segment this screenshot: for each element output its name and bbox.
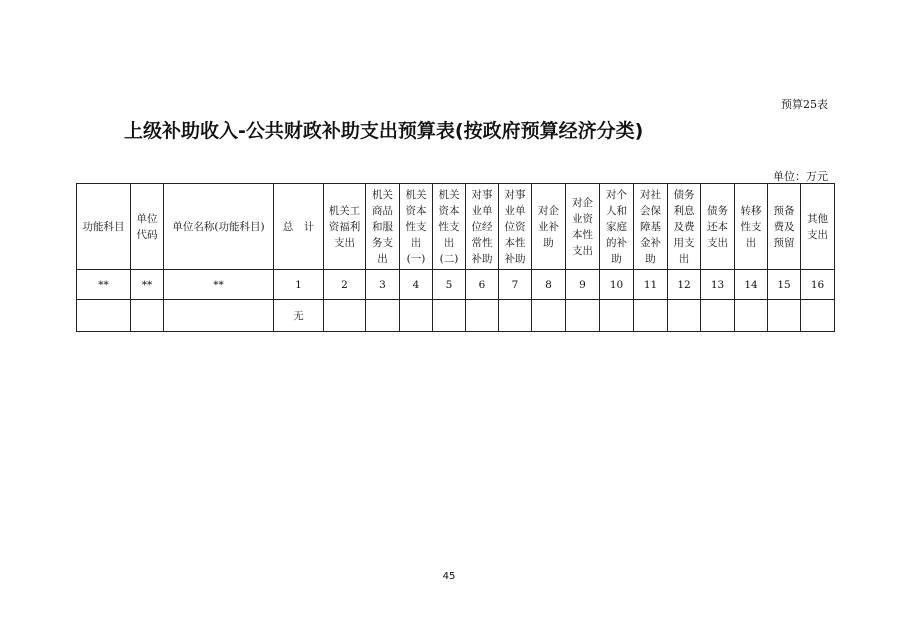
column-header: 对企 业资 本性 支出 [566,184,600,270]
column-number-row [77,270,835,300]
table-cell: 5 [433,270,466,300]
table-cell: 15 [768,270,801,300]
column-header: 对事 业单 位资 本性 补助 [499,184,532,270]
table-code-label: 预算25表 [781,98,828,111]
column-header: 机关 资本 性支 出 (一) [400,184,433,270]
document-title: 上级补助收入-公共财政补助支出预算表(按政府预算经济分类) [124,120,644,142]
column-header: 转移 性支 出 [735,184,768,270]
table-cell: 1 [274,270,324,300]
table-cell [566,300,600,332]
table-cell [366,300,400,332]
table-cell: 12 [668,270,701,300]
table-cell [701,300,735,332]
column-header: 对社 会保 障基 金补 助 [634,184,668,270]
table-cell [801,300,835,332]
table-cell [433,300,466,332]
table-cell [532,300,566,332]
table-cell: ** [164,270,274,300]
table-cell: 14 [735,270,768,300]
table-cell [400,300,433,332]
table-cell [324,300,366,332]
page-number: 45 [442,571,456,582]
table-cell: ** [77,270,131,300]
column-header: 其他 支出 [801,184,835,270]
table-cell: 11 [634,270,668,300]
column-header: 机关 资本 性支 出 (二) [433,184,466,270]
table-cell [499,300,532,332]
table-cell [131,300,164,332]
column-header: 对企 业补 助 [532,184,566,270]
table-cell [768,300,801,332]
table-cell: 2 [324,270,366,300]
table-cell [77,300,131,332]
table-cell [634,300,668,332]
column-header: 预备 费及 预留 [768,184,801,270]
table-cell: 3 [366,270,400,300]
table-cell [668,300,701,332]
column-header: 债务 还本 支出 [701,184,735,270]
table-cell: 10 [600,270,634,300]
table-cell [466,300,499,332]
budget-table [76,183,835,332]
table-cell: 9 [566,270,600,300]
unit-label: 单位：万元 [773,170,828,183]
table-cell: 7 [499,270,532,300]
table-cell [164,300,274,332]
header-row [77,184,835,270]
table-cell: 16 [801,270,835,300]
column-header: 机关工 资福利 支出 [324,184,366,270]
table-cell: 6 [466,270,499,300]
table-cell: ** [131,270,164,300]
column-header: 单位 代码 [131,184,164,270]
table-cell: 13 [701,270,735,300]
table-row [77,300,835,332]
table-cell: 8 [532,270,566,300]
column-header: 单位名称(功能科目) [164,184,274,270]
table-cell [735,300,768,332]
column-header: 对事 业单 位经 常性 补助 [466,184,499,270]
table-cell [600,300,634,332]
column-header: 对个 人和 家庭 的补 助 [600,184,634,270]
column-header: 功能科目 [77,184,131,270]
column-header: 机关 商品 和服 务支 出 [366,184,400,270]
table-cell: 无 [274,300,324,332]
column-header: 债务 利息 及费 用支 出 [668,184,701,270]
table-cell: 4 [400,270,433,300]
column-header: 总 计 [274,184,324,270]
